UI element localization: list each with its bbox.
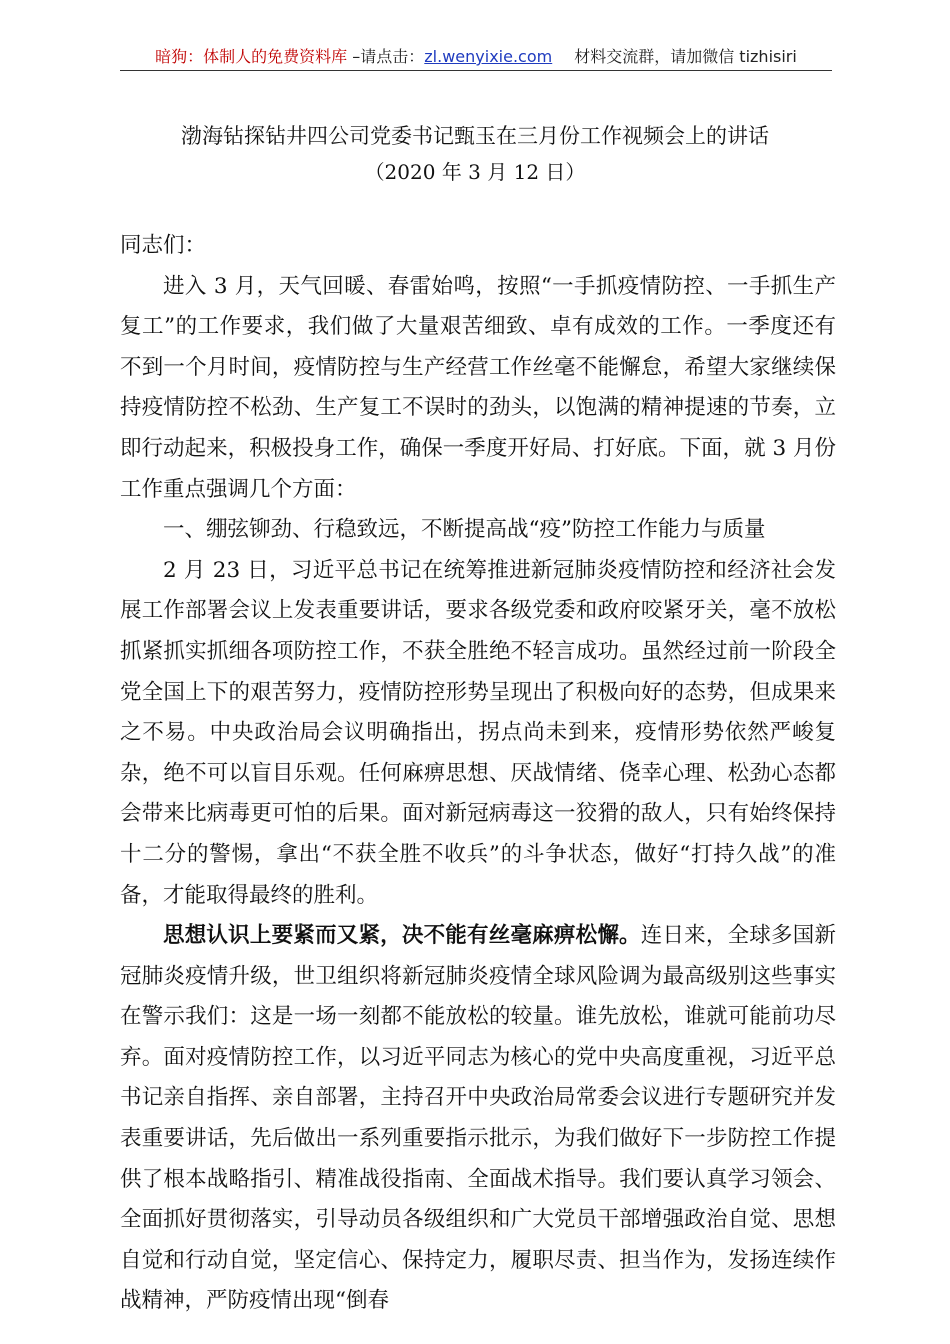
- header-link[interactable]: zl.wenyixie.com: [424, 47, 553, 66]
- page-header: [120, 44, 832, 71]
- header-wechat-note: 材料交流群，请加微信 tizhisiri: [574, 47, 797, 66]
- header-prompt: –请点击：: [347, 47, 425, 66]
- paragraph-3-text: 连日来，全球多国新冠肺炎疫情升级，世卫组织将新冠肺炎疫情全球风险调为最高级别这些事实在警示我们：这是一场一刻都不能放松的较量。谁先放松，谁就可能前功尽弃。面对疫情防控工作，以习近平同志为核心的党中央高度重视，习近平总书记亲自指挥、亲自部署，主持召开中央政治局常委会议进行专题研究并发表重要讲话，先后做出一系列重要指示批示，为我们做好下一步防控工作提供了根本战略指引、精准战役指南、全面战术指导。我们要认真学习领会、全面抓好贯彻落实，引导动员各级组织和广大党员干部增强政治自觉、思想自觉和行动自觉，坚定信心、保持定力，履职尽责、担当作为，发扬连续作战精神，严防疫情出现“倒春: [120, 923, 836, 1314]
- paragraph-2: 2 月 23 日，习近平总书记在统筹推进新冠肺炎疫情防控和经济社会发展工作部署会议上发表重要讲话，要求各级党委和政府咬紧牙关，毫不放松抓紧抓实抓细各项防控工作，不获全胜绝不轻言成功。虽然经过前一阶段全党全国上下的艰苦努力，疫情防控形势呈现出了积极向好的态势，但成果来之不易。中央政治局会议明确指出，拐点尚未到来，疫情形势依然严峻复杂，绝不可以盲目乐观。任何麻痹思想、厌战情绪、侥幸心理、松劲心态都会带来比病毒更可怕的后果。面对新冠病毒这一狡猾的敌人，只有始终保持十二分的警惕，拿出“不获全胜不收兵”的斗争状态，做好“打持久战”的准备，才能取得最终的胜利。: [120, 557, 836, 908]
- document-body: [120, 226, 836, 1322]
- paragraph-3: [120, 916, 836, 1322]
- document-title: 渤海钻探钻井四公司党委书记甄玉在三月份工作视频会上的讲话: [181, 124, 769, 148]
- header-brand: 暗狗：体制人的免费资料库: [155, 47, 348, 66]
- salutation: 同志们：: [120, 233, 207, 258]
- section-heading-1: 一、绷弦铆劲、行稳致远，不断提高战“疫”防控工作能力与质量: [163, 517, 766, 543]
- document-date: （2020 年 3 月 12 日）: [364, 160, 586, 184]
- paragraph-3-lead: 思想认识上要紧而又紧，决不能有丝毫麻痹松懈。: [163, 923, 641, 949]
- paragraph-1: 进入 3 月，天气回暖、春雷始鸣，按照“一手抓疫情防控、一手抓生产复工”的工作要求，我们做了大量艰苦细致、卓有成效的工作。一季度还有不到一个月时间，疫情防控与生产经营工作丝毫不能懈怠，希望大家继续保持疫情防控不松劲、生产复工不误时的劲头，以饱满的精神提速的节奏，立即行动起来，积极投身工作，确保一季度开好局、打好底。下面，就 3 月份工作重点强调几个方面：: [120, 273, 836, 502]
